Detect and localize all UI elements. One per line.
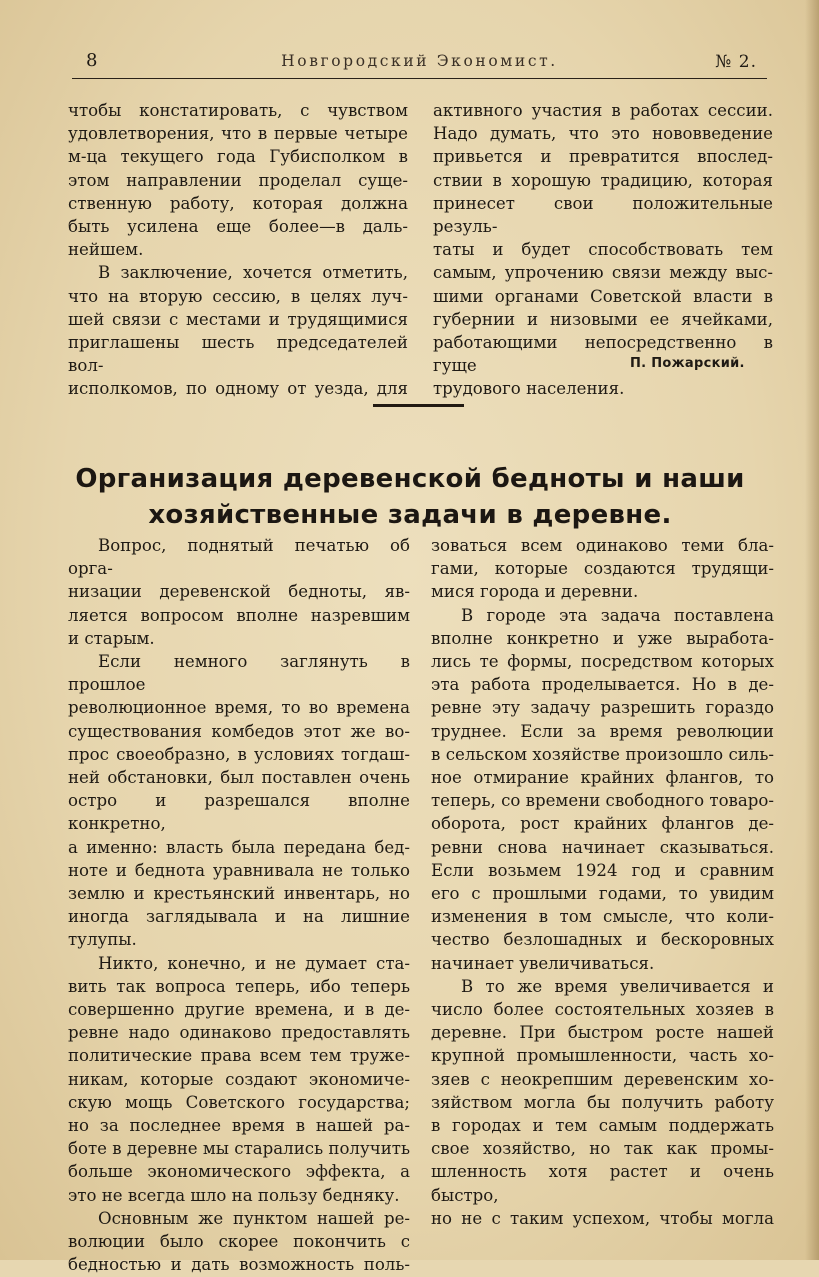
text-line: прос своеобразно, в условиях тогдаш- xyxy=(68,744,410,764)
journal-title: Новгородский Экономист. xyxy=(281,52,558,70)
text-line: чество безлошадных и бескоровных xyxy=(431,930,774,950)
text-line: но за последнее время в нашей ра- xyxy=(68,1116,410,1136)
text-line: ное отмирание крайних флангов, то xyxy=(431,768,774,788)
text-line: политические права всем тем труже- xyxy=(68,1046,410,1066)
text-line: изменения в том смысле, что коли- xyxy=(431,907,774,927)
author-signature: П. Пожарский. xyxy=(630,356,745,371)
text-line: таты и будет способствовать тем xyxy=(433,240,773,260)
text-line: шими органами Советской власти в xyxy=(433,286,773,306)
text-line: ляется вопросом вполне назревшим xyxy=(68,605,410,625)
text-line: принесет свои положительные резуль- xyxy=(433,193,773,237)
text-line: деревне. При быстром росте нашей xyxy=(431,1023,774,1043)
text-line: тулупы. xyxy=(68,930,137,950)
text-line: землю и крестьянский инвентарь, но xyxy=(68,884,410,904)
text-line: ствии в хорошую традицию, которая xyxy=(433,170,773,190)
text-line: иногда заглядывала и на лишние xyxy=(68,907,410,927)
text-line: чтобы констатировать, с чувством xyxy=(68,101,408,120)
headline-line-2: хозяйственные задачи в деревне. xyxy=(148,500,672,531)
text-line: зяев с неокрепшим деревенским хо- xyxy=(431,1069,774,1089)
text-line: ноте и беднота уравнивала не только xyxy=(68,860,410,880)
text-line: Если немного заглянуть в прошлое xyxy=(68,652,410,695)
text-line: что на вторую сессию, в целях луч- xyxy=(68,286,408,306)
text-line: остро и разрешался вполне конкретно, xyxy=(68,791,410,834)
text-line: м-ца текущего года Губисполком в xyxy=(68,147,408,167)
text-line: крупной промышленности, часть хо- xyxy=(431,1046,774,1066)
text-line: губернии и низовыми ее ячейками, xyxy=(433,309,773,329)
text-line: боте в деревне мы старались получить xyxy=(68,1139,410,1159)
text-line: больше экономического эффекта, а xyxy=(68,1162,410,1182)
text-line: исполкомов, по одному от уезда, для xyxy=(68,379,408,399)
text-line: бедностью и дать возможность поль- xyxy=(68,1255,410,1275)
text-line: В то же время увеличивается и xyxy=(461,976,774,996)
text-line: это не всегда шло на пользу бедняку. xyxy=(68,1185,400,1205)
page-header xyxy=(72,50,767,79)
text-line: революционное время, то во времена xyxy=(68,698,410,718)
text-line: Основным же пунктом нашей ре- xyxy=(98,1208,410,1228)
text-line: Если возьмем 1924 год и сравним xyxy=(431,860,774,880)
text-line: привьется и превратится впослед- xyxy=(433,147,773,167)
text-line: и старым. xyxy=(68,628,155,648)
text-line: ревни снова начинает сказываться. xyxy=(431,837,774,857)
previous-article-left-column xyxy=(68,99,408,401)
text-line: свое хозяйство, но так как промы- xyxy=(431,1139,774,1159)
text-line: Вопрос, поднятый печатью об орга- xyxy=(68,536,410,579)
text-line: гами, которые создаются трудящи- xyxy=(431,559,774,579)
text-line: нейшем. xyxy=(68,240,144,260)
text-line: низации деревенской бедноты, яв- xyxy=(68,582,410,602)
text-line: ственную работу, которая должна xyxy=(68,193,408,213)
text-line: зяйством могла бы получить работу xyxy=(431,1092,774,1112)
text-line: Никто, конечно, и не думает ста- xyxy=(98,953,410,973)
text-line: эта работа проделывается. Но в де- xyxy=(431,675,774,695)
text-line: а именно: власть была передана бед- xyxy=(68,837,410,857)
text-line: Надо думать, что это нововведение xyxy=(433,124,773,144)
article-left-column xyxy=(68,534,410,1277)
text-line: ревне эту задачу разрешить гораздо xyxy=(431,698,774,718)
page-number: 8 xyxy=(86,50,98,71)
text-line: вполне конкретно и уже выработа- xyxy=(431,628,774,648)
text-line: никам, которые создают экономиче- xyxy=(68,1069,410,1089)
article-right-column xyxy=(431,534,774,1230)
text-line: быть усилена еще более—в даль- xyxy=(68,217,408,237)
text-line: теперь, со времени свободного товаро- xyxy=(431,791,775,811)
text-line: его с прошлыми годами, то увидим xyxy=(431,884,774,904)
text-line: волюции было скорее покончить с xyxy=(68,1232,410,1252)
article-headline xyxy=(60,461,760,533)
text-line: удовлетворения, что в первые четыре xyxy=(68,124,408,144)
page-edge-shadow xyxy=(805,0,819,1260)
text-line: оборота, рост крайних флангов де- xyxy=(431,814,774,834)
text-line: зоваться всем одинаково теми бла- xyxy=(431,536,774,555)
text-line: ней обстановки, был поставлен очень xyxy=(68,768,410,788)
issue-number: № 2. xyxy=(715,52,757,72)
text-line: труднее. Если за время революции xyxy=(431,721,774,741)
text-line: самым, упрочению связи между выс- xyxy=(433,263,773,283)
text-line: трудового населения. xyxy=(433,379,625,399)
text-line: активного участия в работах сессии. xyxy=(433,101,773,120)
text-line: но не с таким успехом, чтобы могла xyxy=(431,1208,774,1228)
text-line: начинает увеличиваться. xyxy=(431,953,655,973)
text-line: число более состоятельных хозяев в xyxy=(431,1000,774,1020)
text-line: работающими непосредственно в гуще xyxy=(433,333,773,376)
section-divider xyxy=(373,404,464,407)
text-line: шей связи с местами и трудящимися xyxy=(68,309,408,329)
text-line: скую мощь Советского государства; xyxy=(68,1092,410,1112)
text-line: в городах и тем самым поддержать xyxy=(431,1116,774,1136)
text-line: этом направлении проделал суще- xyxy=(68,170,408,190)
text-line: шленность хотя растет и очень быстро, xyxy=(431,1162,774,1205)
text-line: существования комбедов этот же во- xyxy=(68,721,410,741)
headline-line-1: Организация деревенской бедноты и наши xyxy=(75,464,745,495)
text-line: ревне надо одинаково предоставлять xyxy=(68,1023,410,1043)
text-line: лись те формы, посредством которых xyxy=(431,652,774,672)
text-line: приглашены шесть председателей вол- xyxy=(68,333,408,376)
text-line: В городе эта задача поставлена xyxy=(461,605,774,625)
text-line: мися города и деревни. xyxy=(431,582,639,602)
text-line: в сельском хозяйстве произошло силь- xyxy=(431,744,774,764)
text-line: вить так вопроса теперь, ибо теперь xyxy=(68,976,410,996)
text-line: совершенно другие времена, и в де- xyxy=(68,1000,410,1020)
text-line: В заключение, хочется отметить, xyxy=(98,263,408,283)
